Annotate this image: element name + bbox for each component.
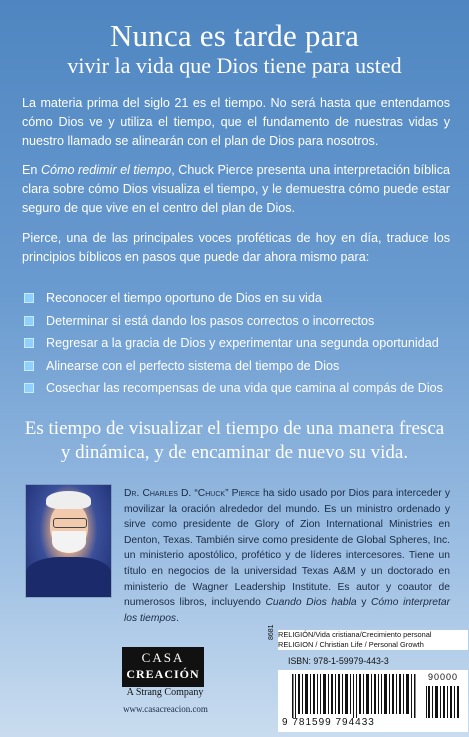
side-code: 8681 (268, 624, 275, 640)
logo-line-2: CREACIÓN (126, 667, 200, 681)
intro-paragraph: La materia prima del siglo 21 es el tiempo. No será hasta que entendamos cómo Dios ve y utiliza el tiempo, que el fundamento de nuestras vidas y nuestro llamado se alinearán con el plan de Dios para nosotros. (22, 96, 450, 148)
author-beard (52, 531, 86, 553)
author-suit (26, 557, 111, 597)
author-summary-paragraph: Pierce, una de las principales voces proféticas de hoy en día, traduce los principios bíblicos en pasos que puede dar ahora mismo para: (22, 231, 450, 264)
barcode-number: 9 781599 794433 (282, 717, 375, 728)
bullet-text: Regresar a la gracia de Dios y experimentar una segunda oportunidad (46, 336, 439, 351)
author-hair (46, 491, 91, 509)
bullet-text: Reconocer el tiempo oportuno de Dios en su vida (46, 291, 322, 306)
bio-book-1: Cuando Dios habla (265, 597, 357, 609)
bio-text-2: y (356, 597, 371, 609)
category-english: RELIGION / Christian Life / Personal Growth (278, 639, 424, 649)
headline-line-2: vivir la vida que Dios tiene para usted (67, 53, 402, 78)
book-title: Cómo redimir el tiempo (40, 163, 172, 177)
author-name: Dr. Charles D. “Chuck” Pierce (124, 488, 260, 499)
category-spanish: RELIGIÓN/Vida cristiana/Crecimiento personal (278, 630, 432, 639)
bullet-text: Determinar si está dando los pasos correctos o incorrectos (46, 313, 375, 328)
publisher-subtitle: A Strang Company (126, 687, 204, 698)
book-description-paragraph (22, 161, 450, 218)
publisher-logo (122, 647, 204, 687)
bullet-text: Alinearse con el perfecto sistema del tiempo de Dios (46, 358, 340, 373)
author-glasses (53, 518, 87, 528)
author-bio (124, 486, 450, 626)
isbn-label: ISBN: 978-1-59979-443-3 (288, 656, 389, 666)
bullet-square-icon (24, 316, 34, 326)
bullet-square-icon (24, 361, 34, 371)
list-item (22, 355, 452, 378)
tagline-line-1: Es tiempo de visualizar el tiempo de una manera fresca (24, 418, 445, 439)
headline-line-1: Nunca es tarde para (109, 18, 360, 53)
bio-text-3: . (176, 612, 179, 624)
benefits-list (22, 287, 452, 400)
author-photo (26, 485, 111, 597)
barcode-area (278, 670, 468, 732)
tagline-line-2: y dinámica, y de encaminar de nuevo su vida. (60, 442, 409, 463)
bullet-square-icon (24, 338, 34, 348)
publisher-website: www.casacreacion.com (123, 704, 208, 714)
bullet-text: Cosechar las recompensas de una vida que camina al compás de Dios (46, 381, 443, 396)
bio-book-2: Cómo interpretar los tiempos (124, 597, 451, 624)
category-label (278, 630, 468, 650)
list-item (22, 310, 452, 333)
list-item (22, 377, 452, 400)
bullet-square-icon (24, 383, 34, 393)
list-item (22, 332, 452, 355)
bullet-square-icon (24, 293, 34, 303)
bio-text-1: ha sido usado por Dios para interceder y movilizar la oración alrededor del mundo. Es un ministro ordenado y sirve como presidente de Glory of Zion International Ministries en Denton, Texas. También sirve como presidente de Global Spheres, Inc. un ministerio apostólico, profético y de líderes intercesores. Tiene un título en negocios de la universidad Texas A&M y un doctorado en ministerio de Wagner Leadership Institute. Es autor y coautor de numerosos libros, incluyendo (124, 488, 451, 609)
logo-line-1: CASA (141, 650, 185, 665)
tagline (0, 417, 469, 465)
barcode-addon-number: 90000 (428, 672, 459, 682)
list-item (22, 287, 452, 310)
p2-prefix: En (22, 163, 41, 177)
p2-rest: , Chuck Pierce presenta una interpretación bíblica clara sobre cómo Dios visualiza el tiempo, y le demuestra cómo puede estar seguro de que vive en el centro del plan de Dios. (22, 163, 450, 215)
